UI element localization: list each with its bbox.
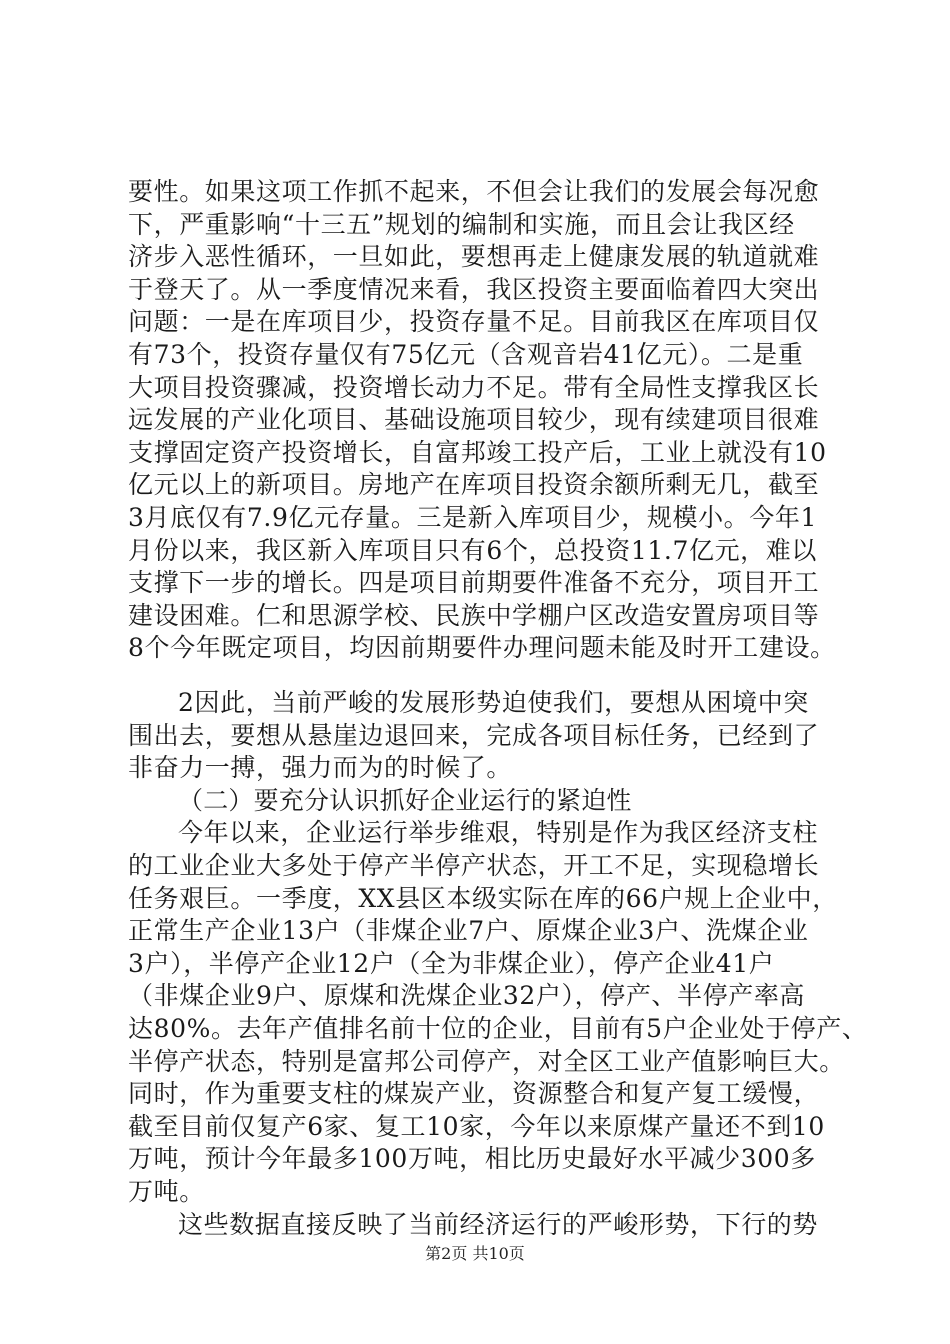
text-line: 这些数据直接反映了当前经济运行的严峻形势，下行的势 (178, 1210, 819, 1239)
text-line: 支撑下一步的增长。四是项目前期要件准备不充分，项目开工 (128, 568, 820, 597)
text-line: 非奋力一搏，强力而为的时候了。 (128, 753, 513, 782)
text-line: 截至目前仅复产6家、复工10家，今年以来原煤产量还不到10 (128, 1112, 825, 1141)
text-line: 同时，作为重要支柱的煤炭产业，资源整合和复产复工缓慢， (128, 1079, 820, 1108)
text-line: 济步入恶性循环，一旦如此，要想再走上健康发展的轨道就难 (128, 242, 820, 271)
text-line: 支撑固定资产投资增长，自富邦竣工投产后，工业上就没有10 (128, 438, 827, 467)
text-line: 于登天了。从一季度情况来看，我区投资主要面临着四大突出 (128, 275, 820, 304)
page-number-footer: 第2页 共10页 (425, 1244, 525, 1263)
text-line: 3户），半停产企业12户（全为非煤企业），停产企业41户 (128, 949, 775, 978)
text-line: 2因此，当前严峻的发展形势迫使我们，要想从困境中突 (178, 688, 809, 717)
text-line: （非煤企业9户、原煤和洗煤企业32户），停产、半停产率高 (128, 981, 806, 1010)
text-line: 半停产状态，特别是富邦公司停产，对全区工业产值影响巨大。 (128, 1047, 845, 1076)
text-line: 建设困难。仁和思源学校、民族中学棚户区改造安置房项目等 (128, 601, 820, 630)
text-line: 远发展的产业化项目、基础设施项目较少，现有续建项目很难 (128, 405, 820, 434)
text-line: 围出去，要想从悬崖边退回来，完成各项目标任务，已经到了 (128, 721, 820, 750)
section-heading: （二）要充分认识抓好企业运行的紧迫性 (178, 786, 632, 815)
text-line: 达80%。去年产值排名前十位的企业，目前有5户企业处于停产、 (128, 1014, 868, 1043)
text-line: 月份以来，我区新入库项目只有6个，总投资11.7亿元，难以 (128, 536, 817, 565)
text-line: 有73个，投资存量仅有75亿元（含观音岩41亿元）。二是重 (128, 340, 804, 369)
text-line: 大项目投资骤减，投资增长动力不足。带有全局性支撑我区长 (128, 373, 820, 402)
text-line: 亿元以上的新项目。房地产在库项目投资余额所剩无几，截至 (128, 470, 820, 499)
text-line: 的工业企业大多处于停产半停产状态，开工不足，实现稳增长 (128, 851, 820, 880)
text-line: 8个今年既定项目，均因前期要件办理问题未能及时开工建设。 (128, 633, 836, 662)
text-line: 今年以来，企业运行举步维艰，特别是作为我区经济支柱 (178, 818, 819, 847)
text-line: 要性。如果这项工作抓不起来，不但会让我们的发展会每况愈 (128, 177, 820, 206)
text-line: 下，严重影响“十三五”规划的编制和实施，而且会让我区经 (128, 210, 795, 239)
text-line: 3月底仅有7.9亿元存量。三是新入库项目少，规模小。今年1 (128, 503, 817, 532)
text-line: 正常生产企业13户（非煤企业7户、原煤企业3户、洗煤企业 (128, 916, 809, 945)
text-line: 任务艰巨。一季度，XX县区本级实际在库的66户规上企业中， (128, 884, 838, 913)
text-line: 万吨，预计今年最多100万吨，相比历史最好水平减少300多 (128, 1144, 816, 1173)
text-line: 万吨。 (128, 1177, 205, 1206)
text-line: 问题：一是在库项目少，投资存量不足。目前我区在库项目仅 (128, 307, 820, 336)
